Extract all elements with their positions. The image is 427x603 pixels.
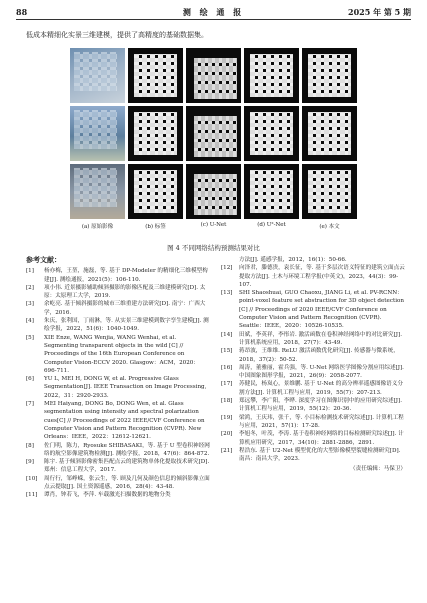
reference-item [26,400,211,441]
reference-text: SHI Shaoshuai, GUO Chaoxu, JIANG Li, et al. PV-RCNN：point-voxel feature set abstraction for 3D object detection [C] // Proceedings of 2020 IEEE/CVF Conference on Computer Vision and Pattern Recognition (CVPR). Seattle：IEEE，2020：10526-10535. [239,290,404,330]
u2net-result-3 [244,164,299,219]
reference-number: [2] [26,284,34,291]
reference-item [26,267,211,284]
reference-number: [3] [26,301,34,308]
reference-number: [12] [221,265,233,272]
label-mask-2 [128,106,183,161]
unet-result-2 [186,106,241,161]
reference-text: 苏健民，杨岚心，景维鹏. 基于 U-Net 的高分辨率遥感图像语义分割方法[J]. 计算机工程与应用，2019，55(7)：207-213. [239,381,403,396]
reference-text: 朱庆，张利国，丁雨淋，等. 从实景三维建模到数字孪生建模[J]. 测绘学报，2022，51(6)：1040-1049. [44,318,209,333]
subcaption-a: (a) 原始影像 [81,224,114,230]
reference-text: 谭肖，钟若飞，李萍. 车载激光扫描数据的地物分类 [44,492,171,499]
figure-4 [70,48,360,230]
reference-item [221,347,406,364]
references-heading: 参考文献： [26,255,61,264]
ours-result-3 [302,164,357,219]
reference-number: [15] [221,348,233,355]
reference-text: 杨亦梅，王堃，施磊，等. 基于 DP-Modeler 的精细化三维模型构建[J]. 测绘通报，2021(5)：106-110. [44,268,208,283]
reference-number: [11] [26,492,38,499]
reference-number: [1] [26,268,34,275]
reference-number: [5] [26,334,34,341]
reference-text: 郑远攀，李广阳，李晔. 深度学习在图像识别中的应用研究综述[J]. 计算机工程与应用，2019，55(12)：20-36. [239,398,402,413]
reference-text: 田斌，李英祥，李彤岩. 激活函数在卷积神经网络中的对比研究[J]. 计算机系统应用，2018，27(7)：43-49. [239,331,402,346]
reference-number: [18] [221,398,233,405]
reference-number: [10] [26,475,38,482]
reference-number: [9] [26,459,34,466]
reference-item [221,364,406,381]
reference-text: 方法[J]. 遥感学报，2012，16(1)：50-66. [239,257,347,263]
reference-text: 蒋昂波，王维维. ReLU 激活函数优化研究[J]. 传感器与微系统，2018，37(2)：50-52. [239,348,399,363]
reference-item [221,397,406,414]
reference-number: [13] [221,290,233,297]
subcaption-c: (c) U-Net [200,222,227,228]
figure-row-3 [70,164,360,219]
subcaption-d: (d) U²-Net [257,222,286,228]
references-left-column [26,256,211,500]
unet-result-1 [186,48,241,103]
u2net-result-2 [244,106,299,161]
reference-item [221,380,406,397]
reference-text: MEI Haiyang, DONG Bo, DONG Wen, et al. Glass segmentation using intensity and spectral polarization cues[C] // Proceedings of 2022 IEEE/CVF Conference on Computer Vision and Pattern Recognition (CVPR). New Orleans：IEEE，2022：12612-12621. [44,401,205,441]
reference-item [26,317,211,334]
reference-item [221,430,406,447]
page-header [16,7,411,20]
u2net-result-1 [244,48,299,103]
reference-number: [6] [26,376,34,383]
reference-text: 梁鸿，王庆玮，张千，等. 小目标检测技术研究综述[J]. 计算机工程与应用，2021，57(1)：17-28. [239,414,404,429]
reference-number: [7] [26,401,34,408]
source-image-2 [70,106,125,161]
reference-number: [4] [26,318,34,325]
reference-text: 周涛，董雅丽，霍兵强，等. U-Net 网络医学图像分割应用综述[J]. 中国图象图形学报，2021，26(9)：2058-2077. [239,364,404,380]
reference-text: 程浩东. 基于 U2-Net 模型优化的大型影像模型裂缝检测研究[D]. 南昌：南昌大学，2023. [239,447,401,463]
reference-text: XIE Enze, WANG Wenjia, WANG Wenhai, et al. Segmenting transparent objects in the wild [C] // Proceedings of the 16th European Conference on Computer Vision-ECCV 2020. Glasgow：ACM，2020：696-711. [44,334,199,374]
source-image-1 [70,48,125,103]
reference-item [221,414,406,431]
reference-text: 向泽君，滕德贵，袁长征，等. 基于多层次语义特征的建筑立面点云提取方法[J]. 土木与环境工程学报(中英文)，2023，44(3)：99-107. [239,265,405,288]
reference-text: 李旭冬，叶茂，李涛. 基于卷积神经网络的目标检测研究综述[J]. 计算机应用研究，2017，34(10)：2881-2886，2891. [239,431,404,446]
reference-item [26,284,211,301]
issue-label: 2025 年 第 5 期 [348,7,411,17]
responsible-editor: （责任编辑：马保卫） [350,466,406,473]
reference-text: 余屹亮. 基于倾斜摄影的城市三维重建方法研究[D]. 南宁：广西大学，2016. [44,301,206,316]
reference-text: YU L, MEI H, DONG W, et al. Progressive Glass Segmentation[J]. IEEE Transaction on Image Processing, 2022，31：2920-2933. [44,376,207,399]
reference-item [26,491,211,499]
subcaption-e: (e) 本文 [319,224,340,230]
unet-result-3 [186,164,241,219]
reference-text: 陈宇. 基于倾斜影像密集匹配点云的建筑物单体化提取技术研究[D]. 郑州：信息工程大学，2017. [44,459,210,474]
figure-row-1 [70,48,360,103]
reference-text: 佐门明，陈力，Ryosuke SHIBASAKI，等. 基于 U 型卷积神经网络的航空影像建筑物检测[J]. 测绘学报，2018，47(6)：864-872. [44,442,210,457]
reference-number [221,256,239,264]
reference-item [26,300,211,317]
reference-item [26,442,211,459]
figure-row-2 [70,106,360,161]
reference-item [26,475,211,492]
reference-item [26,458,211,475]
reference-item [221,331,406,348]
reference-item [221,447,406,464]
reference-item [221,256,406,264]
reference-number: [8] [26,442,34,449]
label-mask-3 [128,164,183,219]
figure-caption: 图 4 不同网络结构预测结果对比 [167,244,260,252]
reference-item [26,375,211,400]
subcaption-b: (b) 标签 [145,224,166,230]
journal-title: 测 绘 通 报 [182,7,245,17]
reference-text: 项小伟. 近景摄影辅助倾斜摄影的影像匹配及三维建模研究[D]. 太原：太原理工大学，2019. [44,284,206,300]
page-number: 88 [16,7,28,17]
references-right-column [221,256,406,474]
reference-number: [17] [221,381,233,388]
reference-number: [14] [221,331,233,338]
reference-number: [19] [221,414,233,421]
reference-number: [16] [221,364,233,371]
reference-item [26,334,211,375]
subcaption-row [70,222,360,230]
source-image-3 [70,164,125,219]
reference-text: 周行行，邹峥嵘，张云生，等. 顾及几何及颜色信息的倾斜影像立面点云提取[J]. 国土资源遥感，2016，28(4)：43-48. [44,475,210,491]
label-mask-1 [128,48,183,103]
reference-number: [21] [221,447,233,454]
reference-number: [20] [221,431,233,438]
reference-item [221,289,406,330]
intro-text: 低成本精细化实景三维建模，提供了高精度的基础数据集。 [26,31,208,39]
ours-result-1 [302,48,357,103]
reference-item [221,264,406,289]
ours-result-2 [302,106,357,161]
